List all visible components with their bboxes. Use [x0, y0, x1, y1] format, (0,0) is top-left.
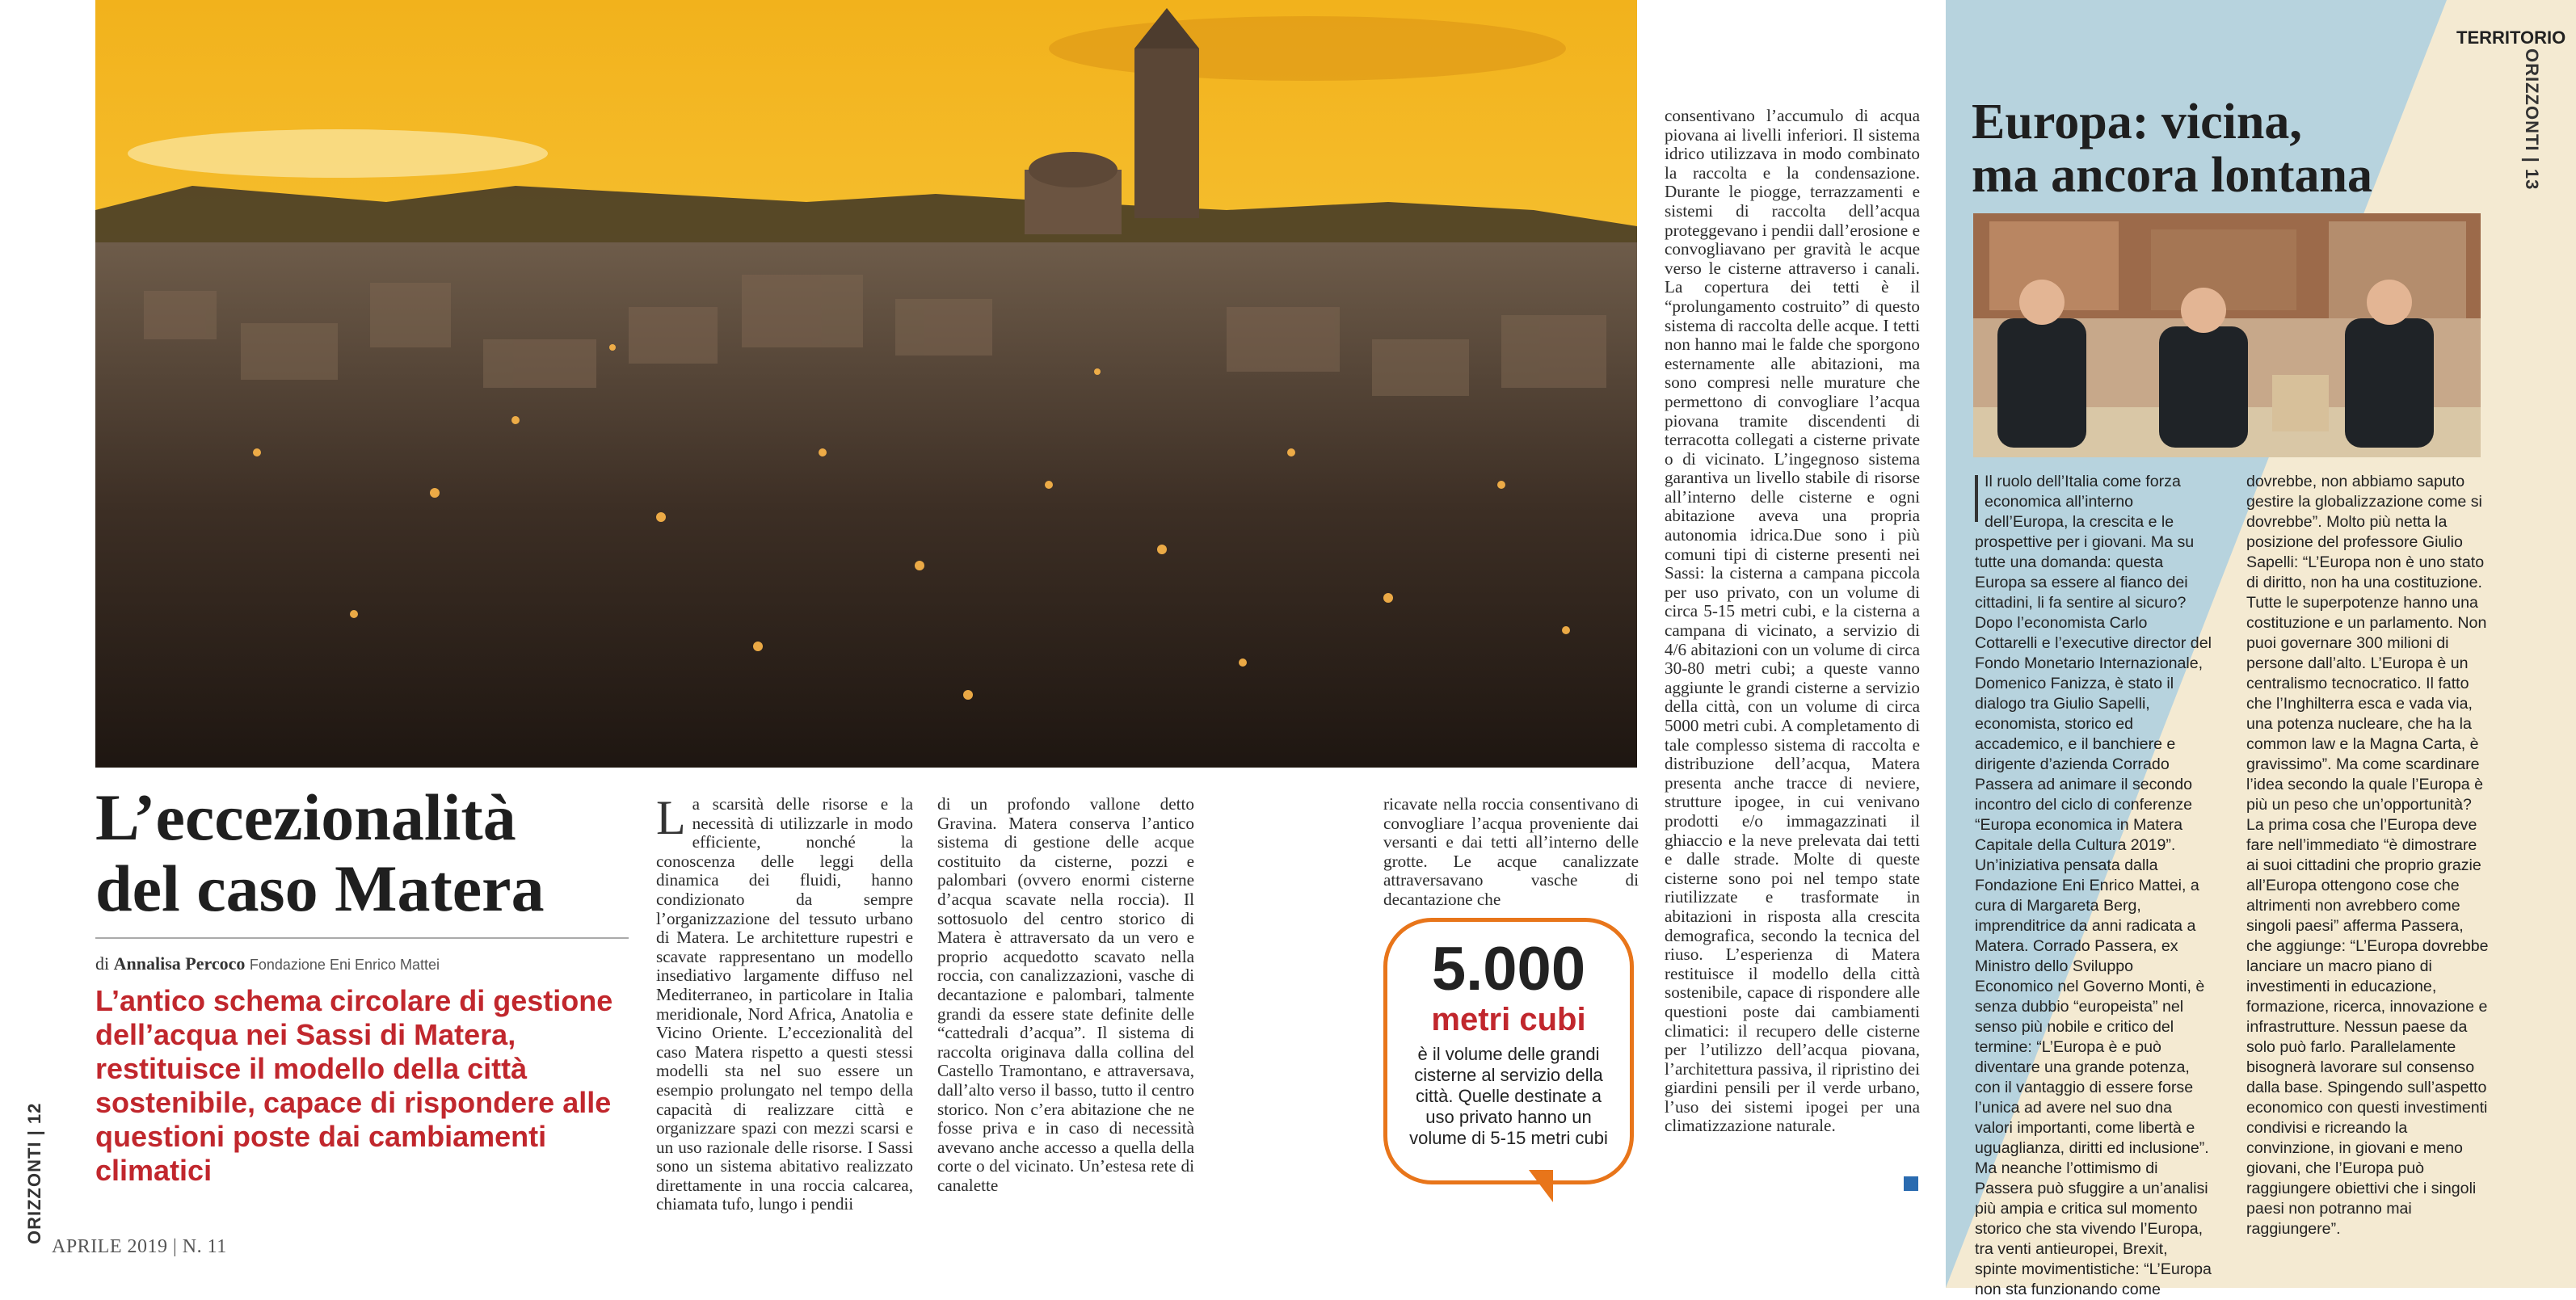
sidebar-column-1	[1975, 472, 2214, 1300]
conference-photo	[1973, 213, 2481, 457]
sidebar-text-1: Il ruolo dell’Italia come forza economica all’interno dell’Europa, la crescita e le prospettive per i giovani. Ma su tutte una domanda: questa Europa sa essere al fianco dei cittadini, li fa sentire al sicuro? Dopo l’economista Carlo Cottarelli e l’executive director del Fondo Monetario Internazionale, Domenico Fanizza, è stato il dialogo tra Giulio Sapelli, economista, storico ed accademico, e il banchiere e dirigente d’azienda Corrado Passera ad animare il secondo incontro del ciclo di conferenze “Europa economica in Matera Capitale della Cultura 2019”. Un’iniziativa pensata dalla Fondazione Eni Enrico Mattei, a cura di Margareta Berg, imprenditrice da anni radicata a Matera. Corrado Passera, ex Ministro dello Sviluppo Economico nel Governo Monti, è senza dubbio “europeista” nel senso più nobile e critico del termine: “L’Europa è e può diventare una grande potenza, con il vantaggio di essere forse l’unica ad avere nel suo dna valori importanti, come libertà e uguaglianza, diritti ed inclusione”. Ma neanche l’ottimismo di Passera può sfuggire a un’analisi più ampia e critica sul momento storico che sta vivendo l’Europa, tra venti antieuropei, Brexit, spinte movimentistiche: “L’Europa non sta funzionando come	[1975, 473, 2212, 1298]
body-column-1	[656, 791, 913, 1214]
article-headline	[95, 782, 629, 924]
sidebar-column-2	[2246, 472, 2489, 1239]
drop-cap: L	[656, 791, 686, 844]
body-text-3: ricavate nella roccia consentivano di convogliare l’acqua proveniente dai versanti e dai tetti all’interno delle grotte. Le acque canalizzate attraversavano vasche di decantazione che	[1383, 794, 1639, 909]
body-column-2	[937, 795, 1194, 1195]
page-folio-left	[24, 1102, 48, 1244]
section-label: TERRITORIO	[2456, 27, 2566, 48]
sidebar-drop-rule	[1975, 475, 1978, 522]
sidebar-headline-line-2: ma ancora lontana	[1972, 148, 2372, 203]
issue-date: APRILE 2019 | N. 11	[52, 1236, 227, 1257]
body-column-3	[1383, 795, 1639, 910]
callout-tail	[1529, 1170, 1553, 1202]
byline	[95, 953, 440, 974]
body-text-4: consentivano l’accumulo di acqua piovana ai livelli inferiori. Il sistema idrico utilizzava in modo combinato la raccolta e la condensazione. Durante le piogge, terrazzamenti e sistemi di raccolta dell’acqua proteggevano i pendii dall’erosione e convogliavano per gravità le acque verso le cisterne attraverso i canali. La copertura dei tetti è il “prolungamento costruito” di questo sistema di raccolta delle acque. I tetti non hanno mai le falde che sporgono esternamente alle abitazioni, ma sono compresi nelle murature che permettono di convogliare l’acqua piovana tramite discendenti di terracotta collegati a cisterne private o di vicinato. L’ingegnoso sistema garantiva un livello stabile di risorse all’interno delle cisterne e ogni abitazione aveva una propria autonomia idrica.Due sono i più comuni tipi di cisterne presenti nei Sassi: la cisterna a campana piccola per uso privato, con un volume di circa 5-15 metri cubi, e la cisterna a campana di vicinato, a servizio di 4/6 abitazioni con un volume di circa 30-80 metri cubi; a queste vanno aggiunte le grandi cisterne a servizio della città, con un volume di circa 5000 metri cubi. A completamento di tale complesso sistema di raccolta e distribuzione dell’acqua, Matera presenta anche tracce di neviere, strutture ipogee, in cui venivano prodotti e/o immagazzinati il ghiaccio e la neve prelevata dai tetti e dalle strade. Molte di queste cisterne sono poi nel tempo state riutilizzate e trasformate in abitazioni in risposta alla crescita demografica, secondo la tecnica del riuso. L’esperienza di Matera restituisce il modello della città sostenibile, capace di rispondere alle questioni poste dai cambiamenti climatici: il recupero delle cisterne per l’utilizzo dell’acqua piovana, l’architettura passiva, il ripristino dei giardini pensili per il verde urbano, l’uso dei sistemi ipogei per una climatizzazione naturale.	[1665, 106, 1920, 1136]
body-text-2: di un profondo vallone detto Gravina. Matera conserva l’antico sistema di gestione delle acque costituito da cisterne, pozzi e palombari (ovvero enormi cisterne d’acqua scavate nella roccia). Il sottosuolo del centro storico di Matera è attraversato da un vero e proprio acquedotto scavato nella roccia, con canalizzazioni, vasche di decantazione e palombari, talmente grandi da essere state definite delle “cattedrali d’acqua”. Il sistema di raccolta originava dalla collina del Castello Tramontano, e attraversava, dall’alto verso il basso, tutto il centro storico. Non c’era abitazione che ne fosse priva e in caso di necessità avevano anche accesso a quella della corte o del vicinato. Un’estesa rete di canalette	[937, 794, 1194, 1195]
callout-text: è il volume delle grandi cisterne al servizio della città. Quelle destinate a uso privato hanno un volume di 5-15 metri cubi	[1409, 1044, 1608, 1148]
body-text-1: a scarsità delle risorse e la necessità di utilizzarle in modo efficiente, nonché la conoscenza delle leggi della dinamica dei fluidi, hanno condizionato da sempre l’organizzazione del tessuto urbano di Matera. Le architetture rupestri e scavate rappresentano un modello insediativo largamente diffuso nel Mediterraneo, in particolare in Italia meridionale, Nord Africa, Anatolia e Vicino Oriente. L’eccezionalità del caso Matera rispetto a questi stessi modelli sta nel suo essere un esempio prolungato nel tempo della capacità di realizzare città e organizzare spazi con mezzi scarsi e un uso razionale delle risorse. I Sassi sono un sistema abitativo realizzato direttamente in una roccia calcarea, chiamata tufo, lungo i pendii	[656, 794, 913, 1214]
byline-author: Annalisa Percoco	[113, 953, 246, 974]
headline-line-1: L’eccezionalità	[95, 780, 516, 854]
headline-divider	[95, 937, 629, 939]
stat-callout	[1383, 918, 1634, 1209]
sidebar-headline	[1972, 95, 2489, 202]
byline-prefix: di	[95, 953, 110, 974]
sidebar-text-2: dovrebbe, non abbiamo saputo gestire la globalizzazione come si dovrebbe”. Molto più netta la posizione del professore Giulio Sapelli: “L’Europa non è uno stato di diritto, non ha una costituzione. Tutte le superpotenze hanno una costituzione e un parlamento. Non puoi governare 300 milioni di persone dall’alto. L’Europa è un centralismo tecnocratico. Il fatto che l’Inghilterra esca e vada via, una potenza nucleare, che ha la common law e la Magna Carta, è gravissimo”. Ma come scardinare l’idea secondo la quale l’Europa è più un peso che un’opportunità? La prima cosa che l’Europa deve fare nell’immediato “è dimostrare ai suoi cittadini che proprio grazie all’Europa ottengono cose che altrimenti non avrebbero come singoli paesi” afferma Passera, che aggiunge: “L’Europa dovrebbe lanciare un macro piano di investimenti in educazione, formazione, ricerca, innovazione e infrastrutture. Nessun paese da solo può farlo. Parallelamente bisognerà lavorare sul consenso dalla base. Spingendo sull’aspetto economico con questi investimenti condivisi e ricreando la convinzione, in giovani e meno giovani, che l’Europa può raggiungere obiettivi che i singoli paesi non potranno mai raggiungere”.	[2246, 473, 2489, 1238]
callout-unit: metri cubi	[1431, 1002, 1586, 1037]
callout-number: 5.000	[1431, 935, 1586, 1003]
byline-org: Fondazione Eni Enrico Mattei	[249, 957, 440, 973]
page-folio-right	[2518, 48, 2542, 191]
body-column-4	[1665, 107, 1920, 1136]
folio-text: ORIZZONTI | 12	[24, 1102, 44, 1244]
sidebar-headline-line-1: Europa: vicina,	[1972, 95, 2302, 149]
folio-text-right: ORIZZONTI | 13	[2522, 48, 2542, 191]
article-end-mark	[1904, 1176, 1918, 1191]
matera-photo	[95, 0, 1637, 768]
headline-line-2: del caso Matera	[95, 852, 545, 925]
article-deck: L’antico schema circolare di gestione dell’acqua nei Sassi di Matera, restituisce il modello della città sostenibile, capace di rispondere alle questioni poste dai cambiamenti climatici	[95, 984, 613, 1187]
